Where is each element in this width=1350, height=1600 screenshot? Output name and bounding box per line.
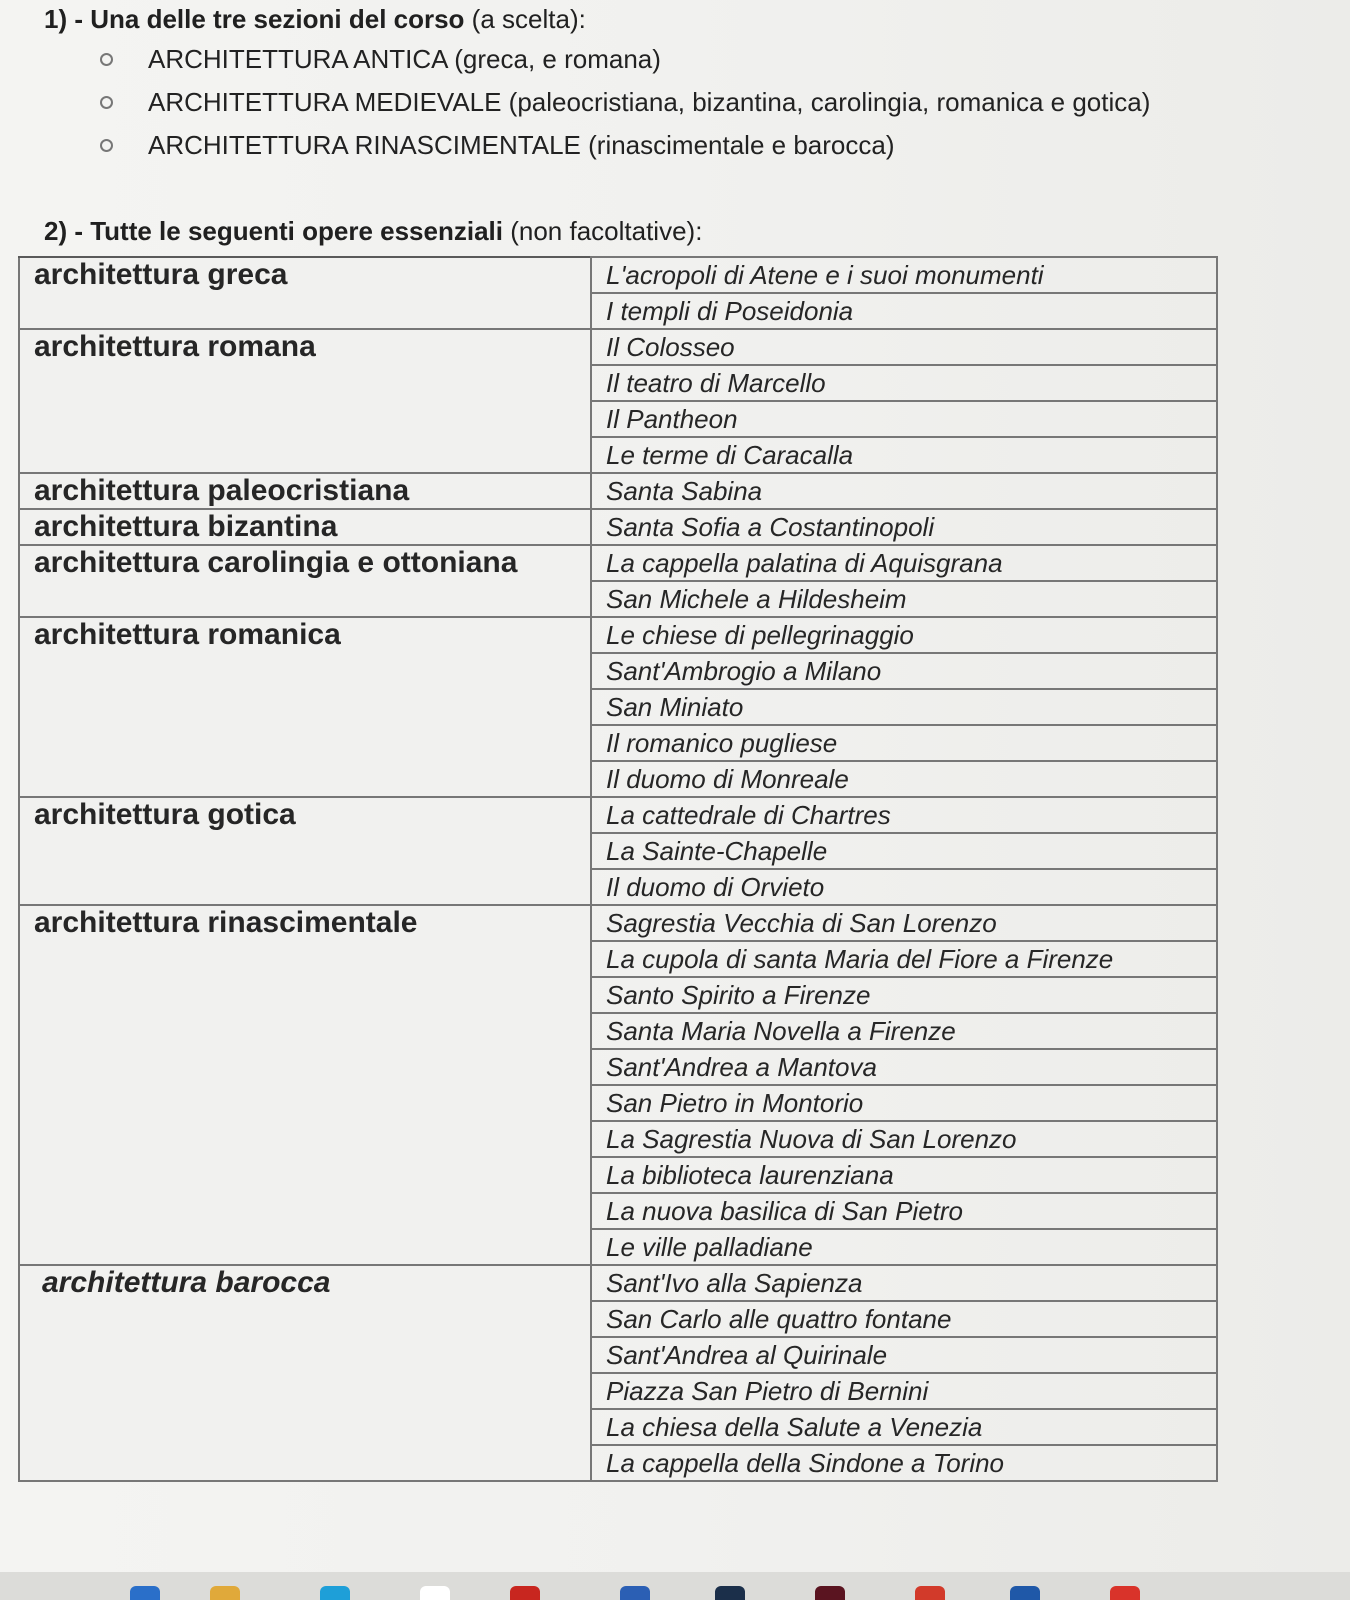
table-row xyxy=(19,905,1217,941)
work-cell: La cupola di santa Maria del Fiore a Firenze xyxy=(591,941,1217,977)
table-row xyxy=(19,617,1217,653)
work-cell: Il Colosseo xyxy=(591,329,1217,365)
table-row xyxy=(19,509,1217,545)
work-cell: La cappella della Sindone a Torino xyxy=(591,1445,1217,1481)
browser-icon[interactable] xyxy=(130,1586,160,1600)
section-1-title-rest: (a scelta): xyxy=(464,4,586,34)
work-cell: Santa Sabina xyxy=(591,473,1217,509)
period-cell: architettura paleocristiana xyxy=(19,473,591,509)
circle-bullet-icon xyxy=(100,96,113,109)
list-item xyxy=(96,44,1150,87)
table-row xyxy=(19,797,1217,833)
work-cell: Le chiese di pellegrinaggio xyxy=(591,617,1217,653)
work-cell: La biblioteca laurenziana xyxy=(591,1157,1217,1193)
work-cell: Le ville palladiane xyxy=(591,1229,1217,1265)
section-2-title-bold: 2) - Tutte le seguenti opere essenziali xyxy=(44,216,503,246)
period-cell: architettura carolingia e ottoniana xyxy=(19,545,591,617)
work-cell: Santo Spirito a Firenze xyxy=(591,977,1217,1013)
work-cell: Il duomo di Orvieto xyxy=(591,869,1217,905)
table-row xyxy=(19,257,1217,293)
course-option: ARCHITETTURA ANTICA (greca, e romana) xyxy=(148,44,661,74)
work-cell: Piazza San Pietro di Bernini xyxy=(591,1373,1217,1409)
circle-bullet-icon xyxy=(100,139,113,152)
section-1-title-bold: 1) - Una delle tre sezioni del corso xyxy=(44,4,465,34)
table-row xyxy=(19,329,1217,365)
table-row xyxy=(19,545,1217,581)
period-cell: architettura barocca xyxy=(19,1265,591,1481)
work-cell: La cattedrale di Chartres xyxy=(591,797,1217,833)
edge-icon[interactable] xyxy=(320,1586,350,1600)
work-cell: Il Pantheon xyxy=(591,401,1217,437)
work-cell: La cappella palatina di Aquisgrana xyxy=(591,545,1217,581)
work-cell: San Carlo alle quattro fontane xyxy=(591,1301,1217,1337)
works-table xyxy=(18,256,1218,1482)
red-app-icon[interactable] xyxy=(915,1586,945,1600)
work-cell: Santa Maria Novella a Firenze xyxy=(591,1013,1217,1049)
app-icon[interactable] xyxy=(715,1586,745,1600)
work-cell: La nuova basilica di San Pietro xyxy=(591,1193,1217,1229)
section-2-title-rest: (non facoltative): xyxy=(502,216,703,246)
works-table-body xyxy=(19,257,1217,1481)
work-cell: Sant'Ivo alla Sapienza xyxy=(591,1265,1217,1301)
section-1-title xyxy=(44,4,586,35)
course-section-list xyxy=(96,44,1150,173)
circle-bullet-icon xyxy=(100,53,113,66)
course-option: ARCHITETTURA RINASCIMENTALE (rinascimentale e barocca) xyxy=(148,130,895,160)
work-cell: La Sagrestia Nuova di San Lorenzo xyxy=(591,1121,1217,1157)
work-cell: San Michele a Hildesheim xyxy=(591,581,1217,617)
table-row xyxy=(19,1265,1217,1301)
section-2-title xyxy=(44,216,702,247)
list-item xyxy=(96,87,1150,130)
work-cell: Il teatro di Marcello xyxy=(591,365,1217,401)
table-row xyxy=(19,473,1217,509)
period-cell: architettura romana xyxy=(19,329,591,473)
course-option: ARCHITETTURA MEDIEVALE (paleocristiana, bizantina, carolingia, romanica e gotica) xyxy=(148,87,1151,117)
work-cell: Sant'Andrea a Mantova xyxy=(591,1049,1217,1085)
work-cell: Santa Sofia a Costantinopoli xyxy=(591,509,1217,545)
work-cell: Sant'Andrea al Quirinale xyxy=(591,1337,1217,1373)
store-icon[interactable] xyxy=(420,1586,450,1600)
work-cell: L'acropoli di Atene e i suoi monumenti xyxy=(591,257,1217,293)
word-icon[interactable] xyxy=(620,1586,650,1600)
work-cell: Sant'Ambrogio a Milano xyxy=(591,653,1217,689)
work-cell: I templi di Poseidonia xyxy=(591,293,1217,329)
work-cell: San Miniato xyxy=(591,689,1217,725)
chrome-icon[interactable] xyxy=(1110,1586,1140,1600)
works-table-container xyxy=(18,256,1218,1568)
work-cell: Il romanico pugliese xyxy=(591,725,1217,761)
taskbar xyxy=(0,1572,1350,1600)
period-cell: architettura gotica xyxy=(19,797,591,905)
work-cell: Il duomo di Monreale xyxy=(591,761,1217,797)
work-cell: Le terme di Caracalla xyxy=(591,437,1217,473)
period-cell: architettura rinascimentale xyxy=(19,905,591,1265)
media-icon[interactable] xyxy=(815,1586,845,1600)
work-cell: San Pietro in Montorio xyxy=(591,1085,1217,1121)
work-cell: La chiesa della Salute a Venezia xyxy=(591,1409,1217,1445)
period-cell: architettura bizantina xyxy=(19,509,591,545)
work-cell: Sagrestia Vecchia di San Lorenzo xyxy=(591,905,1217,941)
work-cell: La Sainte-Chapelle xyxy=(591,833,1217,869)
period-cell: architettura romanica xyxy=(19,617,591,797)
folder-icon[interactable] xyxy=(210,1586,240,1600)
blue-app-icon[interactable] xyxy=(1010,1586,1040,1600)
period-cell: architettura greca xyxy=(19,257,591,329)
list-item xyxy=(96,130,1150,173)
pdf-icon[interactable] xyxy=(510,1586,540,1600)
